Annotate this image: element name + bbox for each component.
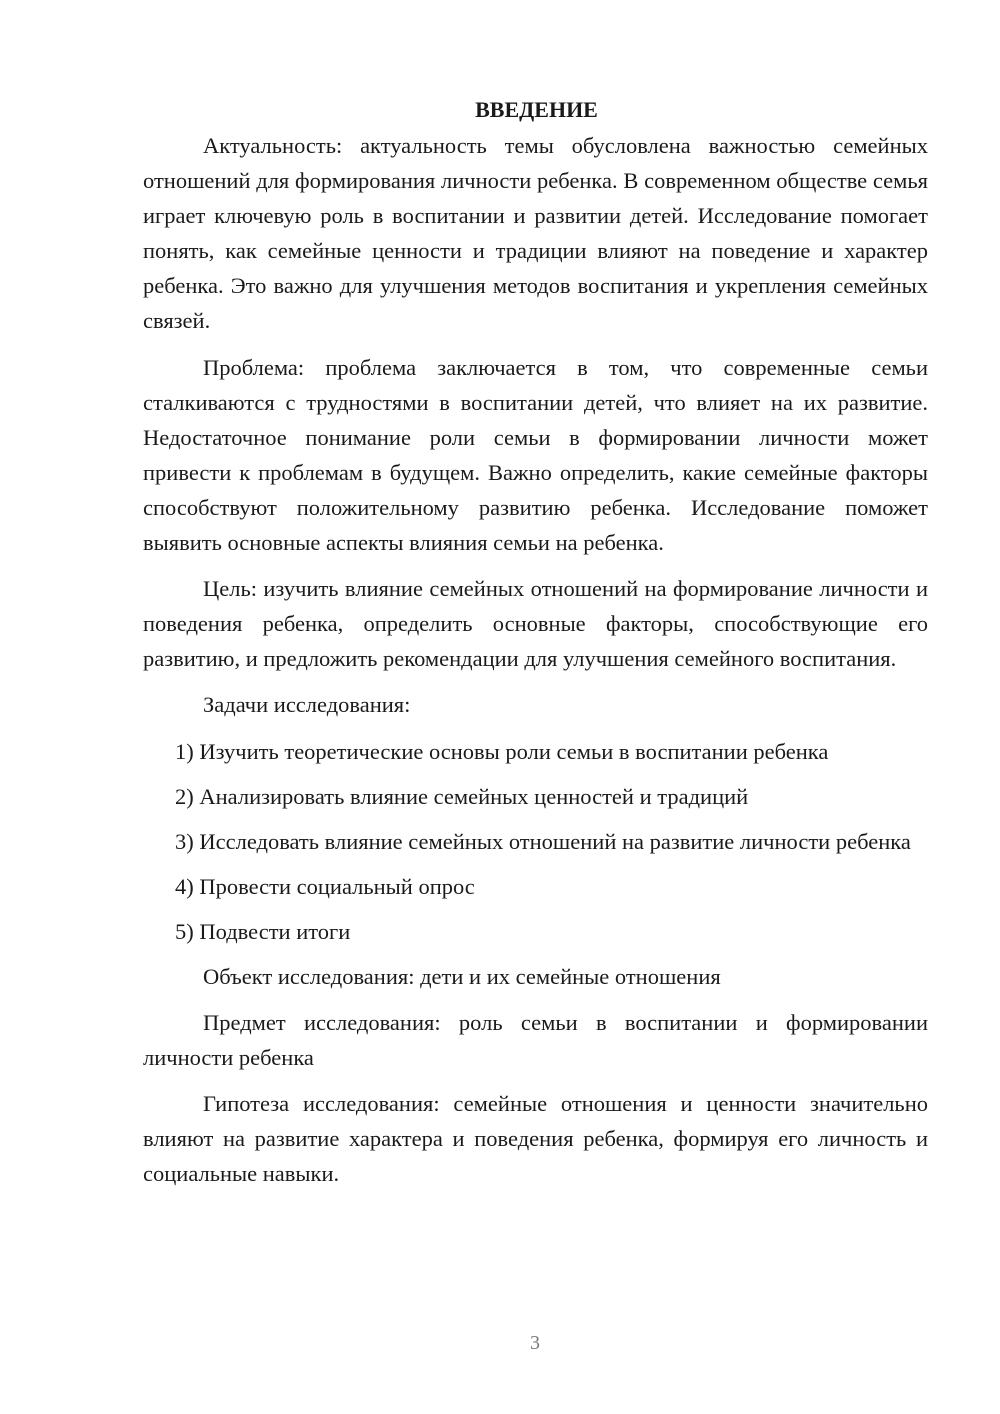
problem-paragraph: Проблема: проблема заключается в том, что современные семьи сталкиваются с трудностями в воспитании детей, что влияет на их развитие. Недостаточное понимание роли семьи в формировании личности может привести к проблемам в будущем. Важно определить, какие семейные факторы способствуют положительному развитию ребенка. Исследование поможет выявить основные аспекты влияния семьи на ребенка. — [143, 354, 928, 556]
task-item: 2) Анализировать влияние семейных ценностей и традиций — [175, 783, 749, 809]
research-object-paragraph: Объект исследования: дети и их семейные отношения — [203, 963, 721, 989]
page-content — [143, 94, 928, 1203]
task-item: 1) Изучить теоретические основы роли семьи в воспитании ребенка — [175, 738, 829, 764]
research-subject-paragraph: Предмет исследования: роль семьи в воспитании и формировании личности ребенка — [143, 1010, 928, 1071]
task-item: 5) Подвести итоги — [175, 918, 351, 944]
goal-paragraph: Цель: изучить влияние семейных отношений на формирование личности и поведения ребенка, определить основные факторы, способствующие его развитию, и предложить рекомендации для улучшения семейного воспитания. — [143, 576, 928, 672]
task-item: 4) Провести социальный опрос — [175, 873, 475, 899]
relevance-paragraph: Актуальность: актуальность темы обусловлена важностью семейных отношений для формирования личности ребенка. В современном обществе семья играет ключевую роль в воспитании и развитии детей. Исследование помогает понять, как семейные ценности и традиции влияют на поведение и характер ребенка. Это важно для улучшения методов воспитания и укрепления семейных связей. — [143, 133, 928, 334]
tasks-heading: Задачи исследования: — [203, 692, 411, 718]
page-title: ВВЕДЕНИЕ — [475, 97, 598, 122]
hypothesis-paragraph: Гипотеза исследования: семейные отношения и ценности значительно влияют на развитие характера и поведения ребенка, формируя его личность и социальные навыки. — [143, 1091, 928, 1187]
page-number: 3 — [530, 1332, 540, 1354]
task-item: 3) Исследовать влияние семейных отношений на развитие личности ребенка — [175, 828, 911, 854]
